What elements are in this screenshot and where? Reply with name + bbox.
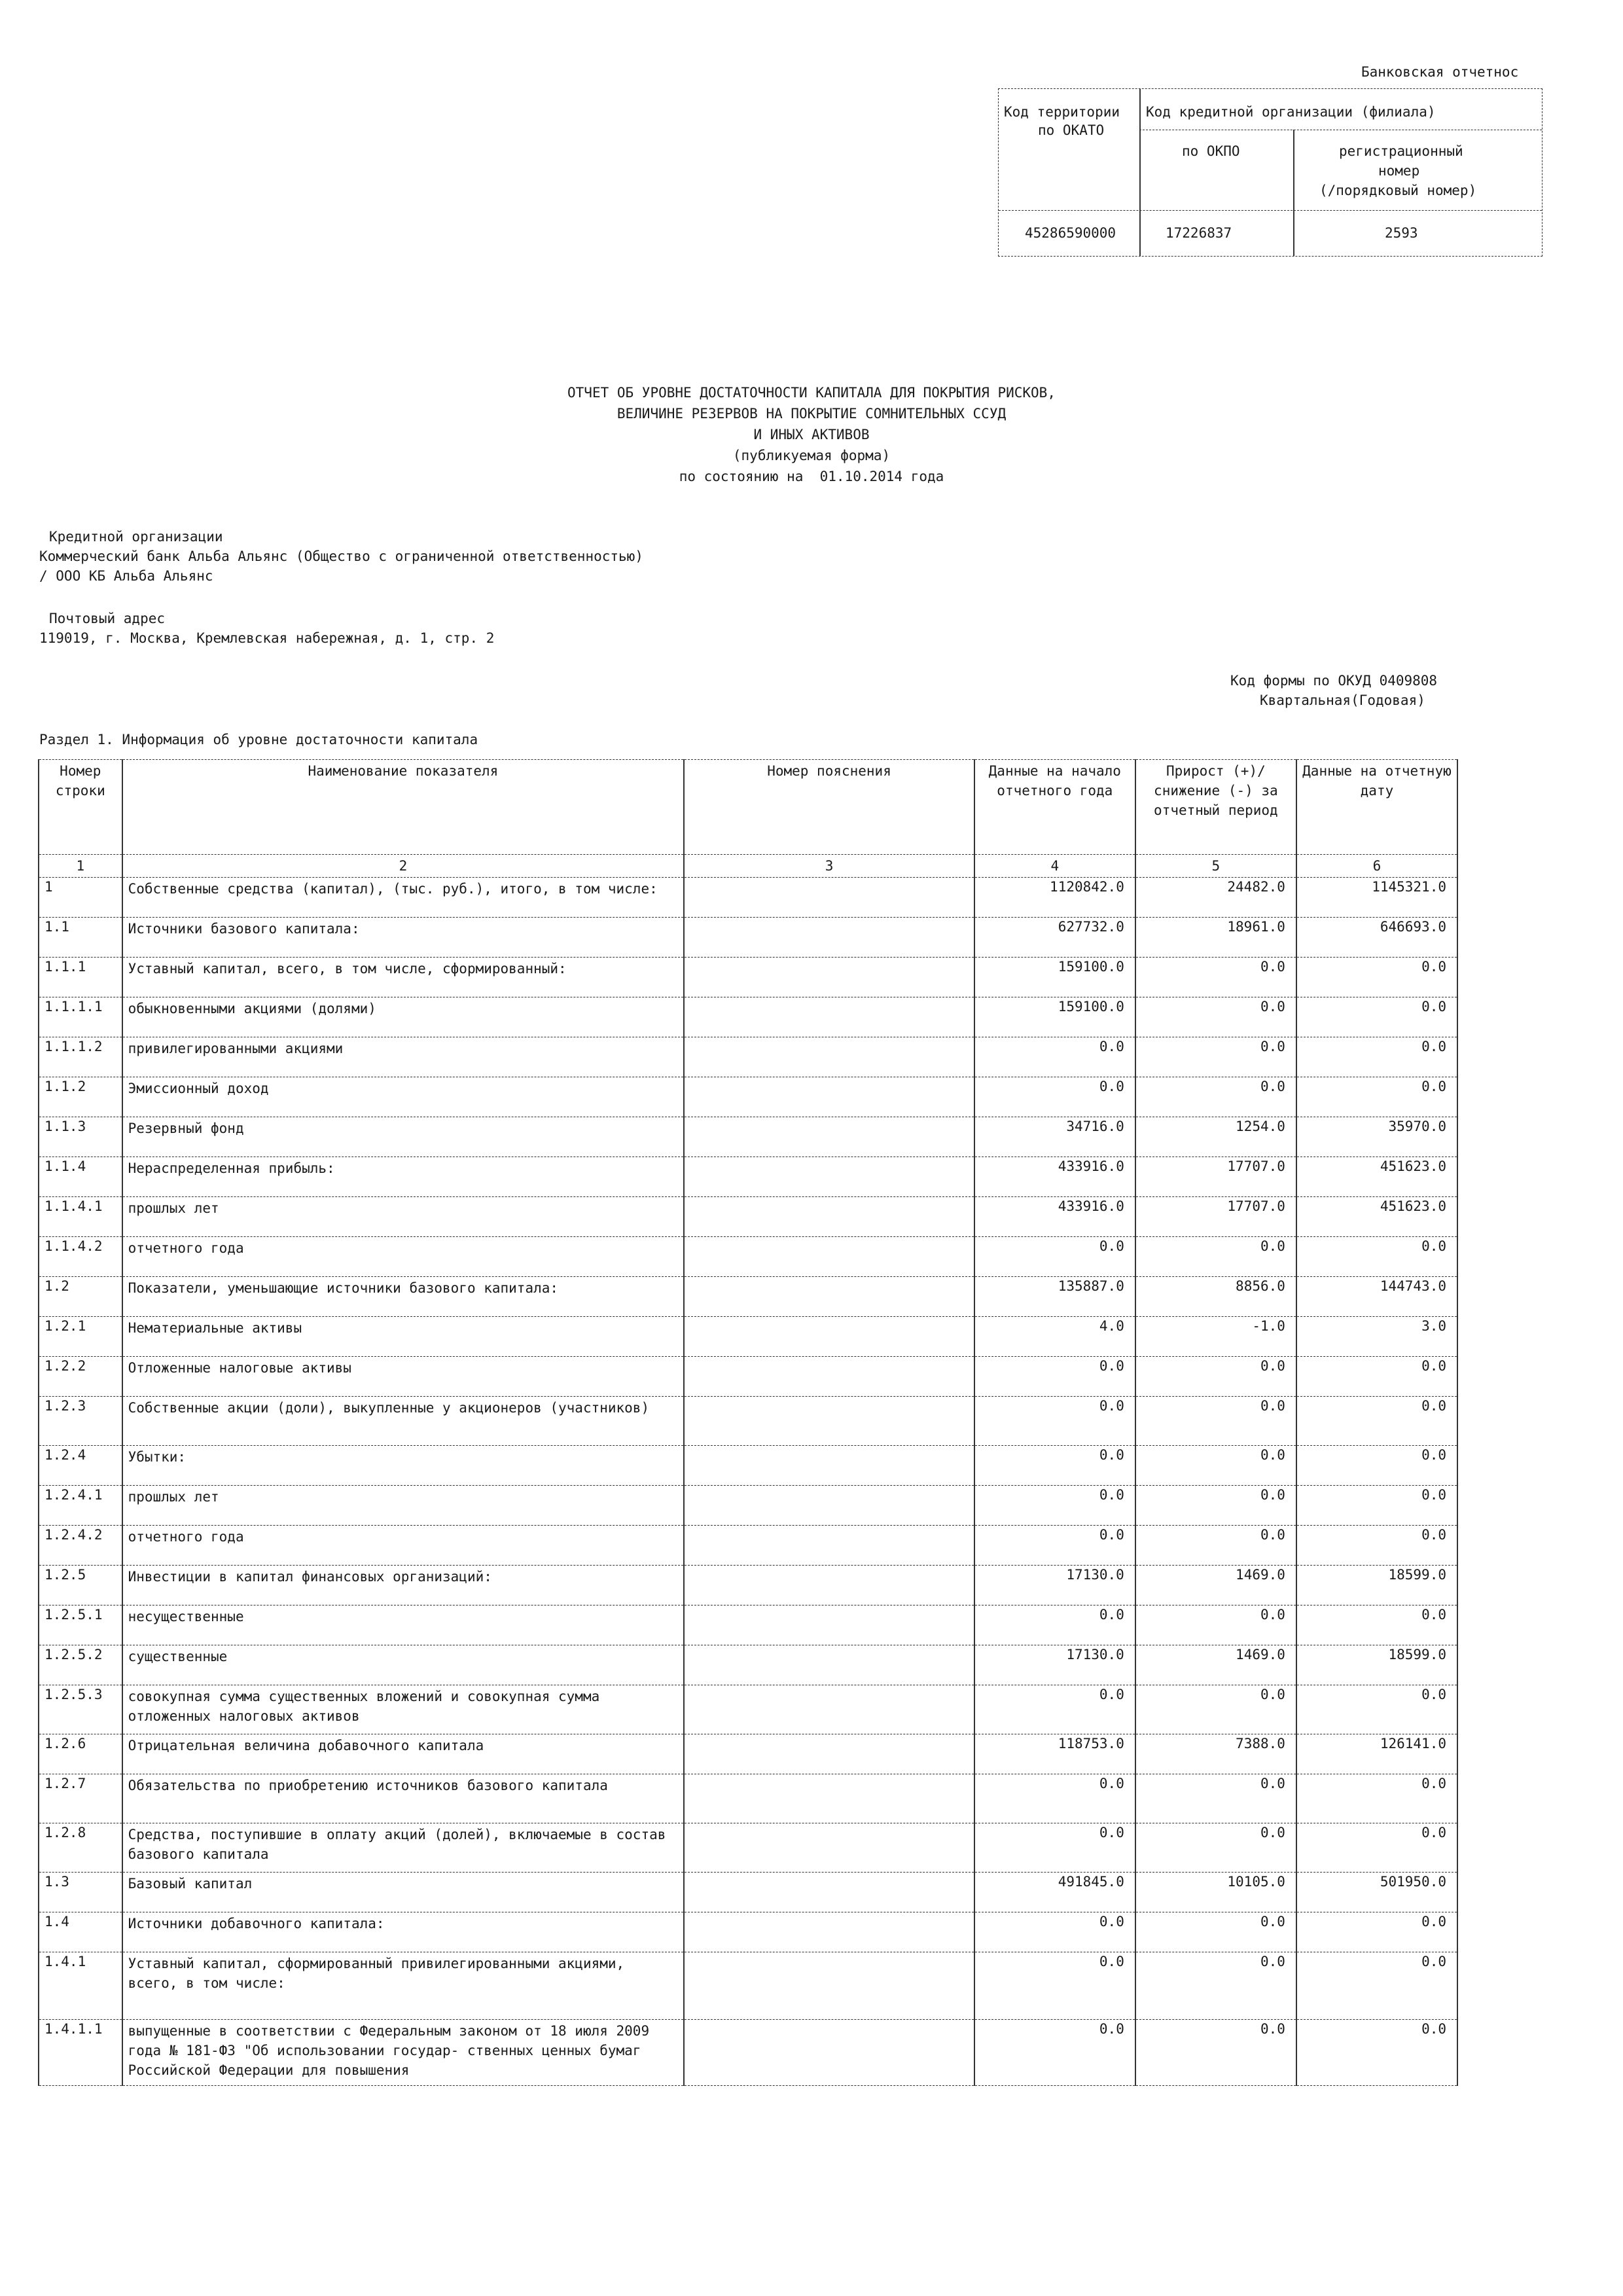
value-start-of-year: 4.0 <box>974 1317 1135 1357</box>
value-change: 0.0 <box>1135 1912 1296 1952</box>
indicator-name: обыкновенными акциями (долями) <box>122 997 685 1037</box>
note-number <box>684 1397 974 1446</box>
value-report-date: 501950.0 <box>1296 1873 1457 1912</box>
note-number <box>684 2020 974 2086</box>
value-report-date: 0.0 <box>1296 1077 1457 1117</box>
table-row <box>39 1734 1457 1774</box>
table-row <box>39 1117 1457 1157</box>
okato-header-1: Код территории <box>1004 104 1120 120</box>
value-change: 17707.0 <box>1135 1197 1296 1237</box>
regnum-header-3: (/порядковый номер) <box>1319 183 1477 198</box>
value-change: 0.0 <box>1135 1685 1296 1734</box>
value-change: 0.0 <box>1135 1077 1296 1117</box>
value-change: 0.0 <box>1135 1397 1296 1446</box>
value-change: 0.0 <box>1135 1486 1296 1526</box>
note-number <box>684 1157 974 1197</box>
value-start-of-year: 0.0 <box>974 1952 1135 2020</box>
value-start-of-year: 0.0 <box>974 1605 1135 1645</box>
value-report-date: 3.0 <box>1296 1317 1457 1357</box>
indicator-name: Убытки: <box>122 1446 685 1486</box>
indicator-name: отчетного года <box>122 1237 685 1277</box>
value-start-of-year: 491845.0 <box>974 1873 1135 1912</box>
value-report-date: 1145321.0 <box>1296 878 1457 918</box>
value-report-date: 0.0 <box>1296 1823 1457 1873</box>
indicator-name: отчетного года <box>122 1526 685 1566</box>
note-number <box>684 1566 974 1605</box>
indicator-name: выпущенные в соответствии с Федеральным законом от 18 июля 2009 года № 181-ФЗ "Об использовании государ- ственных ценных бумаг Российской Федерации для повышения <box>122 2020 685 2086</box>
table-row <box>39 1397 1457 1446</box>
row-number: 1.2.5.3 <box>39 1685 122 1734</box>
value-change: 0.0 <box>1135 1605 1296 1645</box>
note-number <box>684 918 974 958</box>
note-number <box>684 1446 974 1486</box>
capital-adequacy-table <box>38 759 1458 2086</box>
row-number: 1.2.5.2 <box>39 1645 122 1685</box>
value-change: 7388.0 <box>1135 1734 1296 1774</box>
row-number: 1.1.3 <box>39 1117 122 1157</box>
header-start-of-year: Данные на начало отчетного года <box>974 760 1135 855</box>
table-row <box>39 1685 1457 1734</box>
indicator-name: совокупная сумма существенных вложений и совокупная сумма отложенных налоговых активов <box>122 1685 685 1734</box>
note-number <box>684 1605 974 1645</box>
value-start-of-year: 0.0 <box>974 1486 1135 1526</box>
address: 119019, г. Москва, Кремлевская набережная, д. 1, стр. 2 <box>39 630 495 646</box>
value-change: 0.0 <box>1135 1526 1296 1566</box>
note-number <box>684 958 974 997</box>
value-start-of-year: 118753.0 <box>974 1734 1135 1774</box>
okpo-header: по ОКПО <box>1182 143 1240 159</box>
row-number: 1.2.5 <box>39 1566 122 1605</box>
value-report-date: 0.0 <box>1296 1397 1457 1446</box>
value-change: 0.0 <box>1135 1237 1296 1277</box>
org-code-header: Код кредитной организации (филиала) <box>1146 104 1436 120</box>
value-change: 0.0 <box>1135 2020 1296 2086</box>
indicator-name: прошлых лет <box>122 1197 685 1237</box>
indicator-name: Уставный капитал, всего, в том числе, сформированный: <box>122 958 685 997</box>
note-number <box>684 1645 974 1685</box>
indicator-name: Базовый капитал <box>122 1873 685 1912</box>
table-row <box>39 1952 1457 2020</box>
value-start-of-year: 0.0 <box>974 1077 1135 1117</box>
value-start-of-year: 0.0 <box>974 1823 1135 1873</box>
value-change: 0.0 <box>1135 1952 1296 2020</box>
value-change: 0.0 <box>1135 1774 1296 1823</box>
header-row-number: Номер строки <box>39 760 122 855</box>
value-report-date: 0.0 <box>1296 1037 1457 1077</box>
row-number: 1.2.2 <box>39 1357 122 1397</box>
table-row <box>39 1037 1457 1077</box>
row-number: 1.4.1.1 <box>39 2020 122 2086</box>
table-colnum-row <box>39 855 1457 878</box>
indicator-name: Источники базового капитала: <box>122 918 685 958</box>
row-number: 1.1 <box>39 918 122 958</box>
value-start-of-year: 433916.0 <box>974 1157 1135 1197</box>
value-change: 1469.0 <box>1135 1645 1296 1685</box>
value-report-date: 144743.0 <box>1296 1277 1457 1317</box>
header-indicator-name: Наименование показателя <box>122 760 685 855</box>
value-report-date: 0.0 <box>1296 1526 1457 1566</box>
colnum-1: 1 <box>39 855 122 878</box>
row-number: 1.2.3 <box>39 1397 122 1446</box>
value-change: 0.0 <box>1135 1823 1296 1873</box>
row-number: 1.4.1 <box>39 1952 122 2020</box>
row-number: 1.2.8 <box>39 1823 122 1873</box>
note-number <box>684 1774 974 1823</box>
note-number <box>684 1117 974 1157</box>
note-number <box>684 1077 974 1117</box>
indicator-name: Инвестиции в капитал финансовых организаций: <box>122 1566 685 1605</box>
table-row <box>39 878 1457 918</box>
indicator-name: Средства, поступившие в оплату акций (долей), включаемые в состав базового капитала <box>122 1823 685 1873</box>
indicator-name: Обязательства по приобретению источников базового капитала <box>122 1774 685 1823</box>
row-number: 1.1.4.1 <box>39 1197 122 1237</box>
table-row <box>39 2020 1457 2086</box>
row-number: 1.2.7 <box>39 1774 122 1823</box>
table-row <box>39 1317 1457 1357</box>
row-number: 1.1.1 <box>39 958 122 997</box>
value-report-date: 0.0 <box>1296 997 1457 1037</box>
table-row <box>39 1774 1457 1823</box>
row-number: 1.1.4 <box>39 1157 122 1197</box>
header-change: Прирост (+)/ снижение (-) за отчетный период <box>1135 760 1296 855</box>
row-number: 1.1.2 <box>39 1077 122 1117</box>
value-report-date: 0.0 <box>1296 1912 1457 1952</box>
row-number: 1.2.6 <box>39 1734 122 1774</box>
table-row <box>39 1912 1457 1952</box>
value-change: 0.0 <box>1135 1037 1296 1077</box>
value-start-of-year: 433916.0 <box>974 1197 1135 1237</box>
row-number: 1.2.1 <box>39 1317 122 1357</box>
row-number: 1.2 <box>39 1277 122 1317</box>
note-number <box>684 1317 974 1357</box>
value-start-of-year: 0.0 <box>974 1526 1135 1566</box>
indicator-name: привилегированными акциями <box>122 1037 685 1077</box>
table-row <box>39 1873 1457 1912</box>
form-period: Квартальная(Годовая) <box>1260 692 1425 708</box>
value-change: 0.0 <box>1135 1357 1296 1397</box>
indicator-name: Уставный капитал, сформированный привилегированными акциями, всего, в том числе: <box>122 1952 685 2020</box>
value-start-of-year: 0.0 <box>974 1357 1135 1397</box>
table-row <box>39 918 1457 958</box>
value-start-of-year: 0.0 <box>974 1446 1135 1486</box>
table-row <box>39 1446 1457 1486</box>
indicator-name: Нематериальные активы <box>122 1317 685 1357</box>
note-number <box>684 878 974 918</box>
value-report-date: 0.0 <box>1296 1486 1457 1526</box>
value-report-date: 0.0 <box>1296 958 1457 997</box>
value-report-date: 646693.0 <box>1296 918 1457 958</box>
value-start-of-year: 627732.0 <box>974 918 1135 958</box>
value-report-date: 126141.0 <box>1296 1734 1457 1774</box>
value-report-date: 451623.0 <box>1296 1157 1457 1197</box>
colnum-5: 5 <box>1135 855 1296 878</box>
indicator-name: Собственные акции (доли), выкупленные у акционеров (участников) <box>122 1397 685 1446</box>
table-row <box>39 1605 1457 1645</box>
note-number <box>684 1685 974 1734</box>
row-number: 1.2.4.1 <box>39 1486 122 1526</box>
value-start-of-year: 17130.0 <box>974 1566 1135 1605</box>
row-number: 1.2.5.1 <box>39 1605 122 1645</box>
org-name: Коммерческий банк Альба Альянс (Общество с ограниченной ответственностью) <box>39 548 643 564</box>
value-report-date: 0.0 <box>1296 1357 1457 1397</box>
value-start-of-year: 135887.0 <box>974 1277 1135 1317</box>
colnum-6: 6 <box>1296 855 1457 878</box>
table-row <box>39 997 1457 1037</box>
indicator-name: Показатели, уменьшающие источники базового капитала: <box>122 1277 685 1317</box>
okato-value: 45286590000 <box>1025 225 1116 241</box>
indicator-name: Источники добавочного капитала: <box>122 1912 685 1952</box>
indicator-name: прошлых лет <box>122 1486 685 1526</box>
report-type-label: Банковская отчетнос <box>1361 64 1519 80</box>
value-change: 0.0 <box>1135 958 1296 997</box>
report-title-line-1: ОТЧЕТ ОБ УРОВНЕ ДОСТАТОЧНОСТИ КАПИТАЛА ДЛЯ ПОКРЫТИЯ РИСКОВ, <box>567 385 1056 401</box>
indicator-name: несущественные <box>122 1605 685 1645</box>
note-number <box>684 1912 974 1952</box>
note-number <box>684 1277 974 1317</box>
note-number <box>684 1037 974 1077</box>
value-report-date: 451623.0 <box>1296 1197 1457 1237</box>
report-title-line-2: ВЕЛИЧИНЕ РЕЗЕРВОВ НА ПОКРЫТИЕ СОМНИТЕЛЬНЫХ ССУД <box>616 406 1007 422</box>
table-row <box>39 1486 1457 1526</box>
value-report-date: 0.0 <box>1296 1685 1457 1734</box>
row-number: 1.3 <box>39 1873 122 1912</box>
value-change: 1254.0 <box>1135 1117 1296 1157</box>
table-row <box>39 1077 1457 1117</box>
regnum-header-1: регистрационный <box>1339 143 1463 159</box>
colnum-2: 2 <box>122 855 685 878</box>
table-row <box>39 1277 1457 1317</box>
note-number <box>684 1873 974 1912</box>
value-change: 8856.0 <box>1135 1277 1296 1317</box>
value-report-date: 18599.0 <box>1296 1645 1457 1685</box>
header-note-number: Номер пояснения <box>684 760 974 855</box>
note-number <box>684 1237 974 1277</box>
table-body <box>39 878 1457 2086</box>
value-report-date: 0.0 <box>1296 1952 1457 2020</box>
note-number <box>684 1526 974 1566</box>
org-label: Кредитной организации <box>49 529 223 545</box>
indicator-name: Отложенные налоговые активы <box>122 1357 685 1397</box>
table-header-row <box>39 760 1457 855</box>
row-number: 1.4 <box>39 1912 122 1952</box>
okpo-value: 17226837 <box>1166 225 1232 241</box>
address-label: Почтовый адрес <box>49 611 166 626</box>
table-row <box>39 1645 1457 1685</box>
value-change: 24482.0 <box>1135 878 1296 918</box>
value-start-of-year: 0.0 <box>974 2020 1135 2086</box>
codes-box <box>998 88 1543 257</box>
row-number: 1.1.4.2 <box>39 1237 122 1277</box>
report-title-line-4: (публикуемая форма) <box>732 448 891 463</box>
value-change: 10105.0 <box>1135 1873 1296 1912</box>
section-title: Раздел 1. Информация об уровне достаточности капитала <box>39 732 478 747</box>
value-start-of-year: 0.0 <box>974 1912 1135 1952</box>
indicator-name: Резервный фонд <box>122 1117 685 1157</box>
indicator-name: Отрицательная величина добавочного капитала <box>122 1734 685 1774</box>
indicator-name: Эмиссионный доход <box>122 1077 685 1117</box>
value-report-date: 0.0 <box>1296 1237 1457 1277</box>
row-number: 1.1.1.2 <box>39 1037 122 1077</box>
row-number: 1.2.4.2 <box>39 1526 122 1566</box>
note-number <box>684 1197 974 1237</box>
value-report-date: 0.0 <box>1296 2020 1457 2086</box>
table-row <box>39 1566 1457 1605</box>
table-row <box>39 1157 1457 1197</box>
note-number <box>684 1357 974 1397</box>
value-change: 0.0 <box>1135 997 1296 1037</box>
indicator-name: Нераспределенная прибыль: <box>122 1157 685 1197</box>
value-change: 17707.0 <box>1135 1157 1296 1197</box>
value-change: 1469.0 <box>1135 1566 1296 1605</box>
table-row <box>39 1823 1457 1873</box>
value-report-date: 0.0 <box>1296 1446 1457 1486</box>
value-change: 18961.0 <box>1135 918 1296 958</box>
value-start-of-year: 1120842.0 <box>974 878 1135 918</box>
row-number: 1.2.4 <box>39 1446 122 1486</box>
value-report-date: 0.0 <box>1296 1605 1457 1645</box>
note-number <box>684 1952 974 2020</box>
value-report-date: 18599.0 <box>1296 1566 1457 1605</box>
indicator-name: Собственные средства (капитал), (тыс. руб.), итого, в том числе: <box>122 878 685 918</box>
value-start-of-year: 0.0 <box>974 1037 1135 1077</box>
table-row <box>39 1197 1457 1237</box>
value-start-of-year: 34716.0 <box>974 1117 1135 1157</box>
value-change: -1.0 <box>1135 1317 1296 1357</box>
value-report-date: 35970.0 <box>1296 1117 1457 1157</box>
value-start-of-year: 17130.0 <box>974 1645 1135 1685</box>
value-start-of-year: 0.0 <box>974 1397 1135 1446</box>
table-row <box>39 1526 1457 1566</box>
regnum-header-2: номер <box>1378 163 1420 179</box>
row-number: 1 <box>39 878 122 918</box>
value-start-of-year: 159100.0 <box>974 958 1135 997</box>
value-start-of-year: 0.0 <box>974 1774 1135 1823</box>
table-row <box>39 1237 1457 1277</box>
table-row <box>39 1357 1457 1397</box>
note-number <box>684 1734 974 1774</box>
row-number: 1.1.1.1 <box>39 997 122 1037</box>
colnum-3: 3 <box>684 855 974 878</box>
report-title-line-3: И ИНЫХ АКТИВОВ <box>753 427 870 442</box>
org-short-name: / ООО КБ Альба Альянс <box>39 568 213 584</box>
okato-header-2: по ОКАТО <box>1038 122 1105 138</box>
value-start-of-year: 0.0 <box>974 1237 1135 1277</box>
header-report-date: Данные на отчетную дату <box>1296 760 1457 855</box>
report-date: по состоянию на 01.10.2014 года <box>679 469 944 484</box>
indicator-name: существенные <box>122 1645 685 1685</box>
note-number <box>684 1486 974 1526</box>
value-start-of-year: 0.0 <box>974 1685 1135 1734</box>
form-code: Код формы по ОКУД 0409808 <box>1230 673 1438 689</box>
value-change: 0.0 <box>1135 1446 1296 1486</box>
note-number <box>684 997 974 1037</box>
table-row <box>39 958 1457 997</box>
note-number <box>684 1823 974 1873</box>
regnum-value: 2593 <box>1385 225 1418 241</box>
value-report-date: 0.0 <box>1296 1774 1457 1823</box>
value-start-of-year: 159100.0 <box>974 997 1135 1037</box>
colnum-4: 4 <box>974 855 1135 878</box>
